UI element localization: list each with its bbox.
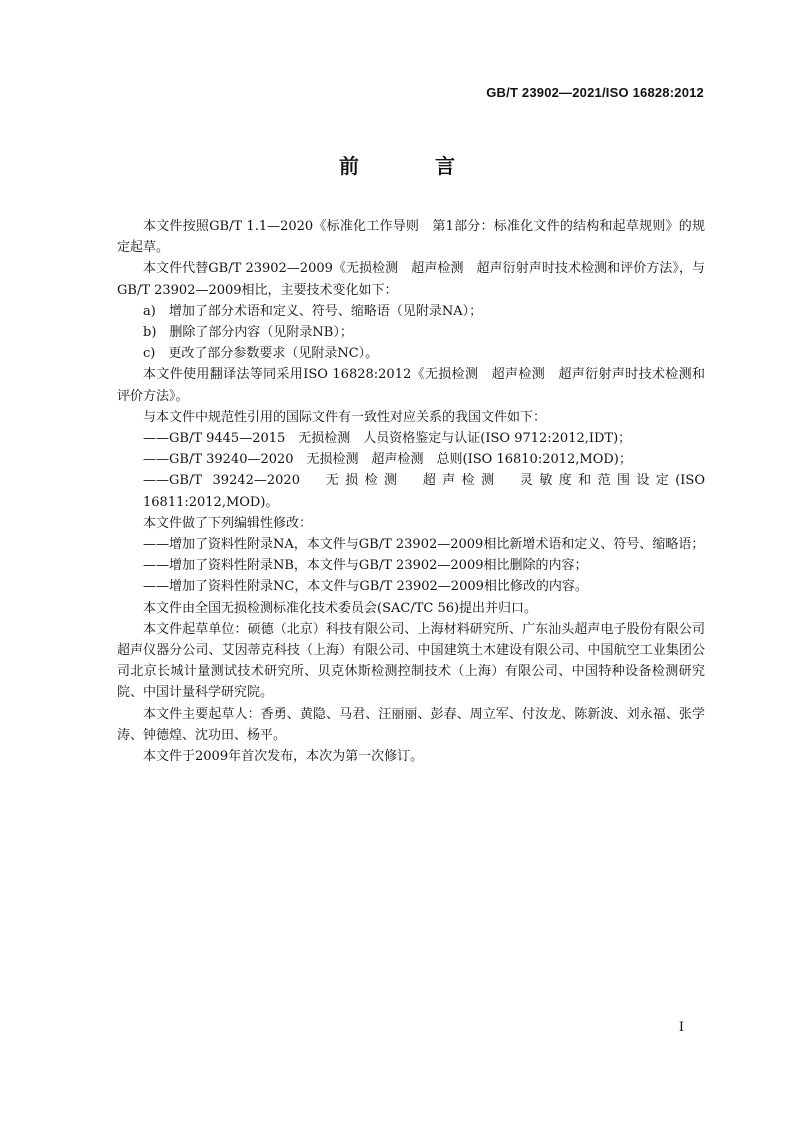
- paragraph-committee: 本文件由全国无损检测标准化技术委员会(SAC/TC 56)提出并归口。: [143, 600, 538, 616]
- paragraph-adoption: 本文件使用翻译法等同采用ISO 16828:2012《无损检测 超声检测 超声衍射声时技术检测和评价方法》。: [117, 367, 705, 404]
- paragraph-drafting-rules: 本文件按照GB/T 1.1—2020《标准化工作导则 第1部分：标准化文件的结构和起草规则》的规定起草。: [117, 219, 705, 256]
- paragraph-replaces: 本文件代替GB/T 23902—2009《无损检测 超声检测 超声衍射声时技术检测和评价方法》，与GB/T 23902—2009相比，主要技术变化如下：: [117, 261, 705, 298]
- reference-item: ——GB/T 39242—2020 无损检测 超声检测 灵敏度和范围设定(ISO 16811:2012,MOD)。: [143, 473, 705, 510]
- foreword-body: [117, 216, 705, 767]
- paragraph-drafters: 本文件主要起草人：香勇、黄隐、马君、汪丽丽、彭春、周立军、付汝龙、陈新波、刘永福、张学涛、钟德煌、沈功田、杨平。: [117, 706, 705, 743]
- reference-item: ——GB/T 9445—2015 无损检测 人员资格鉴定与认证(ISO 9712:2012,IDT)；: [143, 431, 632, 447]
- paragraph-references-intro: 与本文件中规范性引用的国际文件有一致性对应关系的我国文件如下：: [143, 409, 547, 425]
- section-title: 前 言: [339, 154, 483, 178]
- editorial-item: ——增加了资料性附录NC，本文件与GB/T 23902—2009相比修改的内容。: [143, 579, 588, 595]
- editorial-item: ——增加了资料性附录NB，本文件与GB/T 23902—2009相比删除的内容；: [143, 558, 588, 574]
- page-number: I: [678, 1020, 684, 1035]
- change-item-c: c) 更改了部分参数要求（见附录NC）。: [143, 346, 379, 362]
- change-item-a: a) 增加了部分术语和定义、符号、缩略语（见附录NA）；: [143, 303, 483, 319]
- change-item-b: b) 删除了部分内容（见附录NB）；: [143, 325, 353, 341]
- editorial-item: ——增加了资料性附录NA，本文件与GB/T 23902—2009相比新增术语和定义、符号、缩略语；: [143, 537, 705, 553]
- paragraph-history: 本文件于2009年首次发布，本次为第一次修订。: [143, 749, 424, 765]
- reference-item: ——GB/T 39240—2020 无损检测 超声检测 总则(ISO 16810:2012,MOD)；: [143, 452, 632, 468]
- paragraph-editorial-intro: 本文件做了下列编辑性修改：: [143, 515, 313, 531]
- document-code-header: GB/T 23902—2021/ISO 16828:2012: [486, 85, 704, 100]
- paragraph-drafting-units: 本文件起草单位：硕德（北京）科技有限公司、上海材料研究所、广东汕头超声电子股份有限公司超声仪器分公司、艾因蒂克科技（上海）有限公司、中国建筑土木建设有限公司、中国航空工业集团公司北京长城计量测试技术研究所、贝克休斯检测控制技术（上海）有限公司、中国特种设备检测研究院、中国计量科学研究院。: [117, 621, 705, 701]
